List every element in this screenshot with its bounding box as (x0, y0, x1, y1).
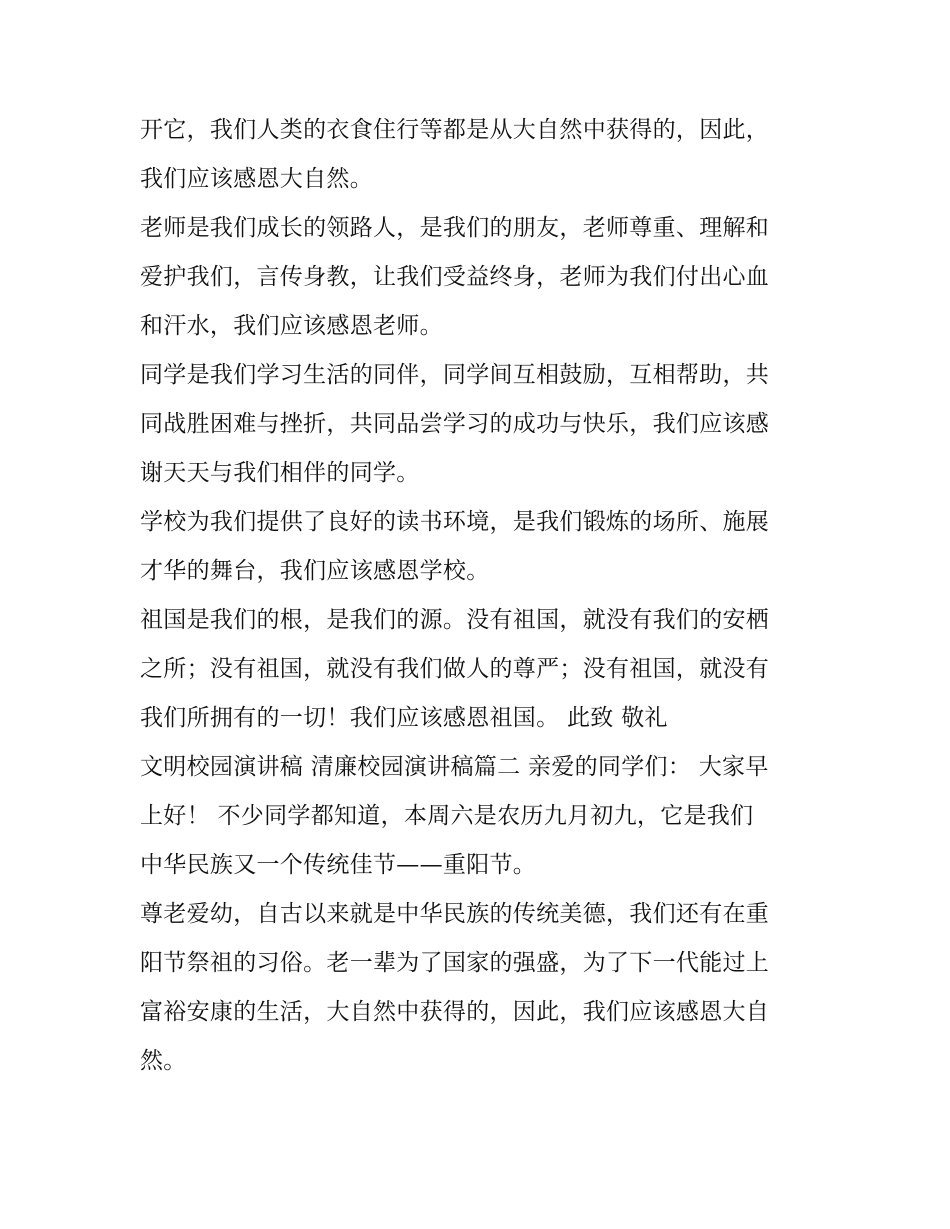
text-line: 老师是我们成长的领路人，是我们的朋友，老师尊重、理解和 (140, 215, 770, 241)
text-line: 我们应该感恩大自然。 (140, 166, 373, 192)
text-line: 同学是我们学习生活的同伴，同学间互相鼓励，互相帮助，共 (140, 362, 770, 388)
text-line: 我们所拥有的一切！我们应该感恩祖国。 此致 敬礼 (140, 705, 668, 731)
text-line: 祖国是我们的根，是我们的源。没有祖国，就没有我们的安栖 (140, 607, 770, 633)
text-line: 之所；没有祖国，就没有我们做人的尊严；没有祖国，就没有 (140, 656, 770, 682)
text-line: 文明校园演讲稿 清廉校园演讲稿篇二 亲爱的同学们： 大家早 (140, 754, 769, 780)
text-line: 和汗水，我们应该感恩老师。 (140, 313, 443, 339)
text-line: 开它，我们人类的衣食住行等都是从大自然中获得的，因此， (140, 117, 770, 143)
text-line: 爱护我们，言传身教，让我们受益终身，老师为我们付出心血 (140, 264, 770, 290)
text-line: 上好！ 不少同学都知道，本周六是农历九月初九，它是我们 (140, 803, 754, 829)
text-line: 同战胜困难与挫折，共同品尝学习的成功与快乐，我们应该感 (140, 411, 770, 437)
text-line: 尊老爱幼，自古以来就是中华民族的传统美德，我们还有在重 (140, 901, 770, 927)
text-line: 才华的舞台，我们应该感恩学校。 (140, 558, 490, 584)
text-line: 阳节祭祖的习俗。老一辈为了国家的强盛，为了下一代能过上 (140, 950, 770, 976)
text-line: 学校为我们提供了良好的读书环境，是我们锻炼的场所、施展 (140, 509, 770, 535)
text-line: 谢天天与我们相伴的同学。 (140, 460, 420, 486)
document-body (140, 106, 820, 1086)
text-line: 富裕安康的生活，大自然中获得的，因此，我们应该感恩大自 (140, 999, 770, 1025)
text-line: 然。 (140, 1048, 187, 1074)
text-line: 中华民族又一个传统佳节——重阳节。 (140, 852, 537, 878)
